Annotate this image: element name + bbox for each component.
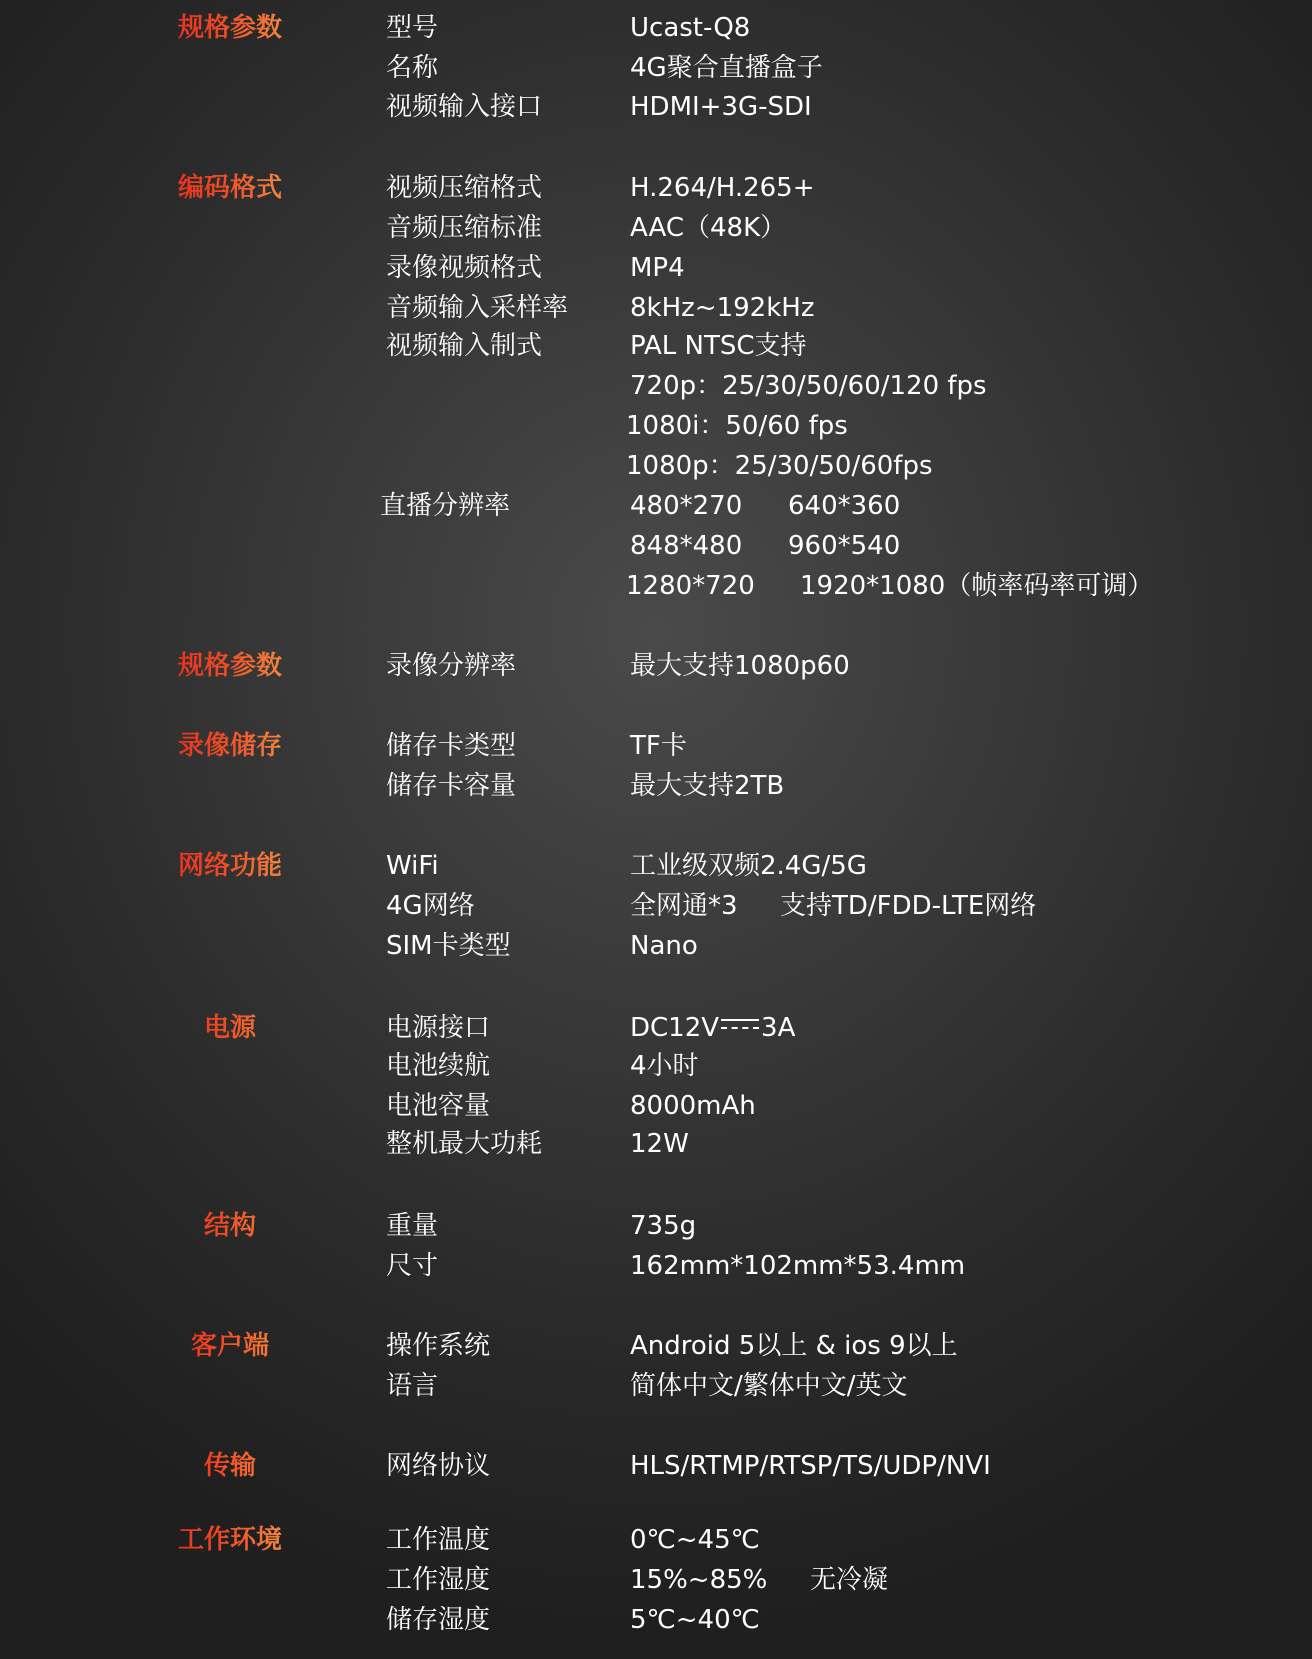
spec-label: 录像视频格式 (386, 253, 543, 283)
spec-value: 最大支持1080p60 (630, 651, 850, 681)
spec-row (0, 1208, 1312, 1244)
spec-row (0, 1126, 1312, 1162)
spec-value: 最大支持2TB (630, 771, 785, 801)
spec-value: MP4 (630, 253, 685, 283)
spec-row (0, 848, 1312, 884)
spec-value: Ucast-Q8 (630, 13, 751, 43)
spec-row (0, 10, 1312, 46)
spec-label: 名称 (386, 53, 439, 83)
spec-row (0, 1088, 1312, 1124)
spec-value: 15%~85% (630, 1565, 768, 1595)
spec-label: 重量 (386, 1211, 439, 1241)
spec-label: 整机最大功耗 (386, 1129, 543, 1159)
spec-value-secondary: 640*360 (788, 491, 901, 521)
spec-value: 5℃~40℃ (630, 1605, 760, 1635)
spec-label: 操作系统 (386, 1331, 491, 1361)
spec-label: 视频输入接口 (386, 92, 543, 122)
category-label: 编码格式 (150, 170, 310, 206)
spec-label: 电源接口 (386, 1013, 491, 1043)
spec-label: 尺寸 (386, 1251, 439, 1281)
spec-row (0, 488, 1312, 524)
spec-row (0, 250, 1312, 286)
spec-row (0, 1368, 1312, 1404)
dc-symbol-icon (721, 1019, 759, 1035)
spec-value: 480*270 (630, 491, 743, 521)
spec-row (0, 1448, 1312, 1484)
spec-row (0, 888, 1312, 924)
spec-label: 视频输入制式 (386, 331, 543, 361)
spec-row (0, 1562, 1312, 1598)
spec-value (630, 1010, 795, 1046)
spec-value: Nano (630, 931, 698, 961)
spec-label: 工作温度 (386, 1525, 491, 1555)
spec-row (0, 728, 1312, 764)
spec-label: 储存卡类型 (386, 731, 517, 761)
spec-value: 全网通*3 (630, 891, 738, 921)
spec-value: PAL NTSC支持 (630, 331, 807, 361)
spec-value: HDMI+3G-SDI (630, 92, 812, 122)
spec-row (0, 1010, 1312, 1046)
spec-value: 848*480 (630, 531, 743, 561)
category-label: 工作环境 (150, 1522, 310, 1558)
dc-voltage: DC12V (630, 1013, 720, 1043)
category-label: 结构 (150, 1208, 310, 1244)
spec-value-secondary: 支持TD/FDD-LTE网络 (780, 891, 1037, 921)
spec-value: 1280*720 (626, 571, 755, 601)
category-label: 电源 (150, 1010, 310, 1046)
spec-row (0, 50, 1312, 86)
spec-value: 0℃~45℃ (630, 1525, 760, 1555)
spec-row (0, 210, 1312, 246)
spec-row (0, 1602, 1312, 1638)
spec-label: 工作湿度 (386, 1565, 491, 1595)
dc-current: 3A (761, 1013, 796, 1043)
spec-value: 8kHz~192kHz (630, 293, 815, 323)
spec-value: 4G聚合直播盒子 (630, 53, 823, 83)
spec-label: 音频输入采样率 (386, 293, 569, 323)
spec-row (0, 170, 1312, 206)
spec-value: TF卡 (630, 731, 687, 761)
category-label: 规格参数 (150, 648, 310, 684)
category-label: 客户端 (150, 1328, 310, 1364)
spec-value: 1080i：50/60 fps (626, 411, 848, 441)
spec-row (0, 408, 1312, 444)
spec-value: 4小时 (630, 1051, 699, 1081)
spec-value: 1080p：25/30/50/60fps (626, 451, 933, 481)
spec-label: 语言 (386, 1371, 439, 1401)
spec-value: 720p：25/30/50/60/120 fps (630, 371, 987, 401)
spec-row (0, 290, 1312, 326)
spec-row (0, 1522, 1312, 1558)
spec-label: 储存卡容量 (386, 771, 517, 801)
spec-value: 735g (630, 1211, 697, 1241)
spec-label: 4G网络 (386, 891, 475, 921)
spec-value-secondary: 无冷凝 (810, 1565, 889, 1595)
category-label: 传输 (150, 1448, 310, 1484)
spec-row (0, 328, 1312, 364)
spec-value: AAC（48K） (630, 213, 787, 243)
spec-value-secondary: 1920*1080（帧率码率可调） (800, 571, 1154, 601)
spec-value: 工业级双频2.4G/5G (630, 851, 867, 881)
spec-row (0, 648, 1312, 684)
spec-row (0, 568, 1312, 604)
spec-row (0, 528, 1312, 564)
spec-label: WiFi (386, 851, 439, 881)
spec-value: 12W (630, 1129, 689, 1159)
spec-row (0, 448, 1312, 484)
category-label: 网络功能 (150, 848, 310, 884)
spec-label: 电池容量 (386, 1091, 491, 1121)
spec-row (0, 768, 1312, 804)
spec-row (0, 89, 1312, 125)
spec-value: H.264/H.265+ (630, 173, 815, 203)
spec-label: 直播分辨率 (380, 491, 511, 521)
spec-row (0, 1048, 1312, 1084)
spec-row (0, 928, 1312, 964)
spec-row (0, 1328, 1312, 1364)
spec-label: 视频压缩格式 (386, 173, 543, 203)
spec-label: 电池续航 (386, 1051, 491, 1081)
spec-value: Android 5以上 & ios 9以上 (630, 1331, 958, 1361)
spec-label: 网络协议 (386, 1451, 491, 1481)
category-label: 规格参数 (150, 10, 310, 46)
spec-value-secondary: 960*540 (788, 531, 901, 561)
spec-label: SIM卡类型 (386, 931, 511, 961)
spec-label: 录像分辨率 (386, 651, 517, 681)
spec-value: 162mm*102mm*53.4mm (630, 1251, 966, 1281)
spec-label: 型号 (386, 13, 439, 43)
spec-row (0, 1248, 1312, 1284)
spec-value: HLS/RTMP/RTSP/TS/UDP/NVI (630, 1451, 991, 1481)
spec-value: 简体中文/繁体中文/英文 (630, 1371, 908, 1401)
spec-label: 储存湿度 (386, 1605, 491, 1635)
spec-label: 音频压缩标准 (386, 213, 543, 243)
category-label: 录像储存 (150, 728, 310, 764)
spec-row (0, 368, 1312, 404)
spec-value: 8000mAh (630, 1091, 756, 1121)
